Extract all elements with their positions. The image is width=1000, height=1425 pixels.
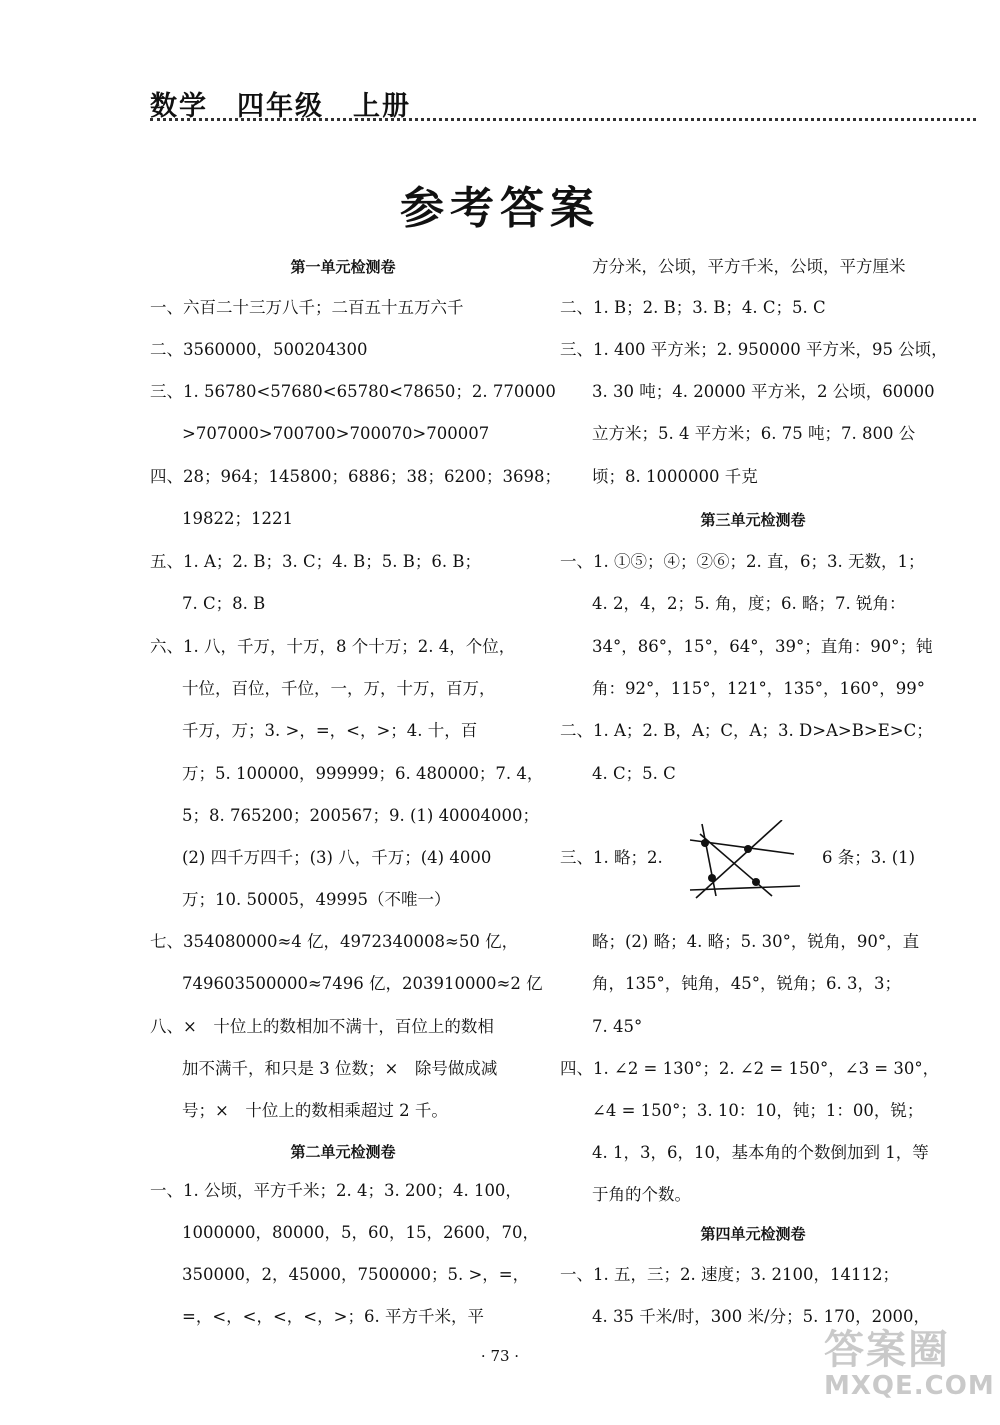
answer-line: 4. 2，4，2；5. 角，度；6. 略；7. 锐角： (592, 594, 906, 613)
intersection-point (752, 878, 760, 886)
answer-line: 4. C；5. C (592, 764, 676, 783)
answer-line: 二、1. B；2. B；3. B；4. C；5. C (560, 298, 826, 317)
answer-line: 二、1. A；2. B，A；C，A；3. D>A>B>E>C； (560, 721, 933, 740)
answer-line: 加不满千，和只是 3 位数；× 除号做成减 (182, 1059, 498, 1078)
intersection-point (701, 839, 709, 847)
answer-line: 350000，2，45000，7500000；5. >，=， (182, 1265, 530, 1284)
answer-line: 角：92°，115°，121°，135°，160°，99° (592, 679, 925, 698)
answer-line: 1000000，80000，5，60，15，2600，70， (182, 1223, 539, 1242)
answer-line: 方分米，公顷，平方千米，公顷，平方厘米 (592, 257, 906, 276)
section-heading-unit4: 第四单元检测卷 (700, 1225, 806, 1243)
answer-line: >707000>700700>700070>700007 (182, 424, 490, 443)
section-heading-unit1: 第一单元检测卷 (290, 258, 396, 276)
answer-line: (2) 四千万四千；(3) 八，千万；(4) 4000 (182, 848, 492, 867)
answer-line: 4. 35 千米/时，300 米/分；5. 170，2000， (592, 1307, 931, 1326)
book-header-title: 数学 四年级 上册 (150, 91, 411, 122)
answer-line: 三、1. 56780<57680<65780<78650；2. 770000 (150, 382, 556, 401)
answer-line: 7. 45° (592, 1017, 643, 1036)
answer-line: 一、1. ①⑤；④；②⑥；2. 直，6；3. 无数，1； (560, 552, 925, 571)
answer-line: 四、1. ∠2 = 130°；2. ∠2 = 150°，∠3 = 30°， (560, 1059, 940, 1078)
answer-line: 万；5. 100000，999999；6. 480000；7. 4， (182, 764, 544, 783)
answer-line: 三、1. 400 平方米；2. 950000 平方米，95 公顷， (560, 340, 948, 359)
answer-line: 19822；1221 (182, 509, 293, 528)
page-title: 参考答案 (400, 183, 600, 234)
answer-line: 六、1. 八，千万，十万，8 个十万；2. 4，个位， (150, 637, 516, 656)
answer-line: 34°，86°，15°，64°，39°；直角：90°；钝 (592, 637, 933, 656)
answer-line: 顷；8. 1000000 千克 (592, 467, 758, 486)
answer-line: 一、六百二十三万八千；二百五十五万六千 (150, 298, 464, 317)
answer-line: 二、3560000，500204300 (150, 340, 368, 359)
answer-line-with-figure: 三、1. 略；2. (560, 848, 663, 867)
answer-line: 七、354080000≈4 亿，4972340008≈50 亿， (150, 932, 519, 951)
answer-line: 千万，万；3. >，=，<，>；4. 十，百 (182, 721, 478, 740)
intersection-point (744, 845, 752, 853)
intersection-point (708, 874, 716, 882)
answer-line: 角，135°，钝角，45°，锐角；6. 3，3； (592, 974, 901, 993)
section-heading-unit3: 第三单元检测卷 (700, 511, 806, 529)
section-heading-unit2: 第二单元检测卷 (290, 1143, 396, 1161)
header-dotted-rule (150, 118, 976, 121)
answer-line: 一、1. 五，三；2. 速度；3. 2100，14112； (560, 1265, 899, 1284)
page-number: · 73 · (480, 1347, 520, 1365)
answer-line: 5；8. 765200；200567；9. (1) 40004000； (182, 806, 540, 825)
answer-line: 五、1. A；2. B；3. C；4. B；5. B；6. B； (150, 552, 481, 571)
watermark-main-text: 答案圈 (824, 1327, 950, 1373)
answer-line: 3. 30 吨；4. 20000 平方米，2 公顷，60000 (592, 382, 935, 401)
answer-line: =，<，<，<，<，>；6. 平方千米，平 (182, 1307, 484, 1326)
intersecting-lines-figure (682, 820, 812, 900)
answer-line: ∠4 = 150°；3. 10：10，钝；1：00，锐； (592, 1101, 924, 1120)
answer-line: 八、× 十位上的数相加不满十，百位上的数相 (150, 1017, 494, 1036)
answer-line: 749603500000≈7496 亿，203910000≈2 亿 (182, 974, 543, 993)
answer-line: 十位，百位，千位，一，万，十万，百万， (182, 679, 496, 698)
watermark-url-text: MXQE.COM (824, 1371, 995, 1401)
answer-line: 于角的个数。 (592, 1185, 691, 1204)
answer-line: 万；10. 50005，49995（不唯一） (182, 890, 451, 909)
figure-line (700, 834, 772, 896)
answer-line: 略；(2) 略；4. 略；5. 30°，锐角，90°，直 (592, 932, 920, 951)
answer-line: 4. 1，3，6，10，基本角的个数倒加到 1，等 (592, 1143, 929, 1162)
answer-line: 四、28；964；145800；6886；38；6200；3698； (150, 467, 561, 486)
answer-line-suffix: 6 条；3. (1) (822, 848, 916, 867)
watermark-logo (824, 1318, 995, 1401)
answer-line: 号；× 十位上的数相乘超过 2 千。 (182, 1101, 448, 1120)
answer-line: 一、1. 公顷，平方千米；2. 4；3. 200；4. 100， (150, 1181, 522, 1200)
answer-line: 7. C；8. B (182, 594, 266, 613)
answer-line: 立方米；5. 4 平方米；6. 75 吨；7. 800 公 (592, 424, 916, 443)
